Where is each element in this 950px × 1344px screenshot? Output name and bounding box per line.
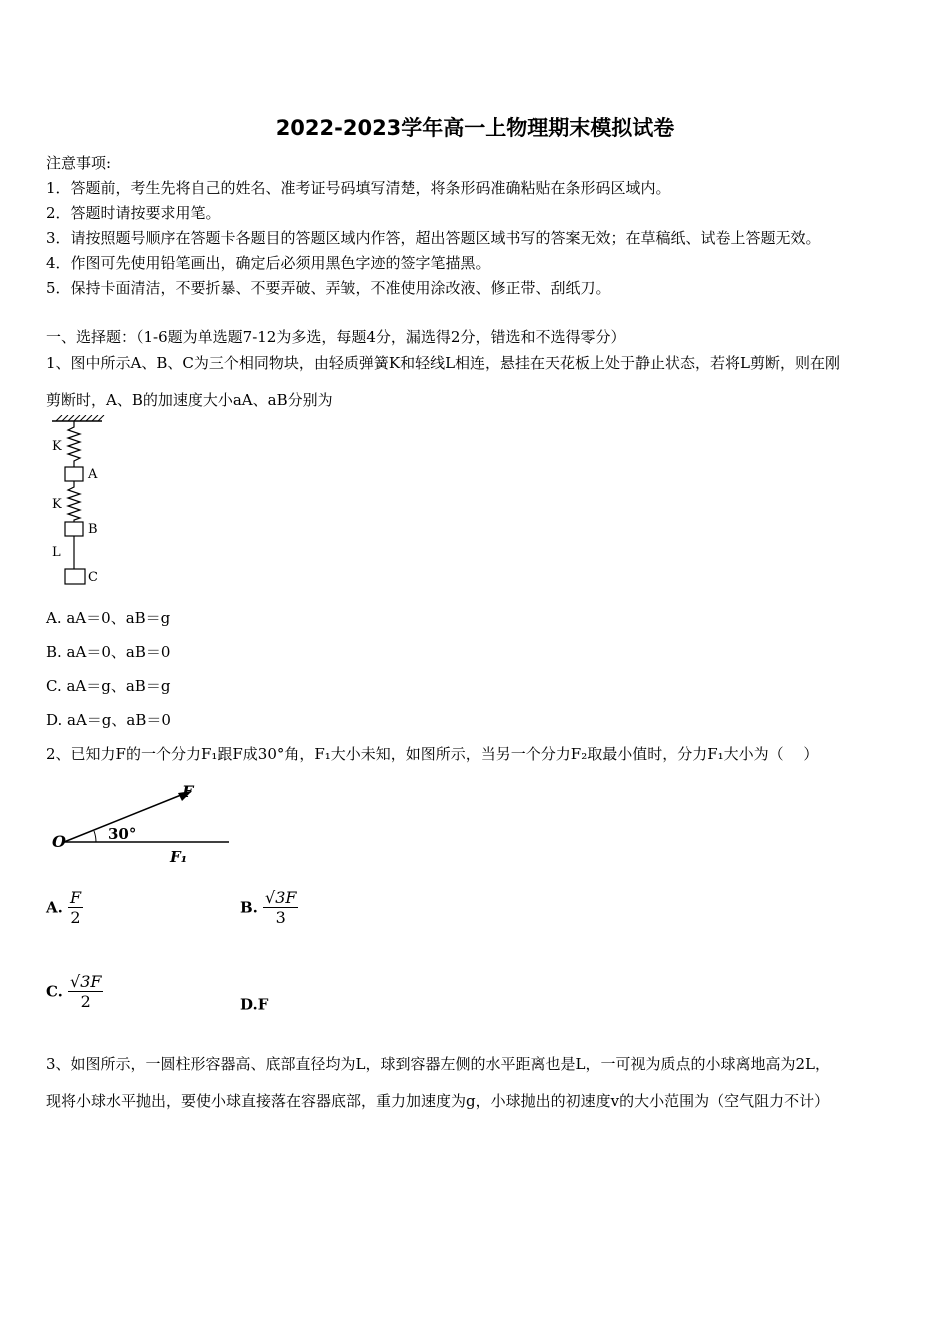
question-2-text: 2、已知力F的一个分力F₁跟F成30°角，F₁大小未知，如图所示，当另一个分力F₂取最小值时，分力F₁大小为（ ） xyxy=(46,745,819,763)
spring-block-figure xyxy=(46,415,126,590)
question-2-option-c: C. $\frac{√3F}{2}$ xyxy=(46,972,102,1011)
force-f-label: F xyxy=(182,782,194,801)
block-a-label: A xyxy=(88,467,98,482)
block-b-label: B xyxy=(88,522,98,537)
section-heading: 一、选择题：（1-6题为单选题7-12为多选，每题4分，漏选得2分，错选和不选得零分） xyxy=(46,328,626,346)
question-1-line2: 剪断时，A、B的加速度大小aA、aB分别为 xyxy=(46,391,333,409)
question-1-option-d: D. aA＝g、aB＝0 xyxy=(46,711,171,729)
question-1-option-c: C. aA＝g、aB＝g xyxy=(46,677,171,695)
question-1-line1: 1、图中所示A、B、C为三个相同物块，由轻质弹簧K和轻线L相连，悬挂在天花板上处于静止状态，若将L剪断，则在刚 xyxy=(46,354,841,372)
notice-item: 2．答题时请按要求用笔。 xyxy=(46,204,221,222)
question-1-option-b: B. aA＝0、aB＝0 xyxy=(46,643,171,661)
question-3-line2: 现将小球水平抛出，要使小球直接落在容器底部，重力加速度为g，小球抛出的初速度v的大小范围为（空气阻力不计） xyxy=(46,1092,830,1110)
force-f1-label: F₁ xyxy=(170,848,188,866)
notice-item: 5．保持卡面清洁，不要折暴、不要弄破、弄皱，不准使用涂改液、修正带、刮纸刀。 xyxy=(46,279,611,297)
spring-k2-label: K xyxy=(52,497,62,512)
question-2-option-a: A. $\frac{F}{2}$ xyxy=(46,888,82,927)
notice-item: 1．答题前，考生先将自己的姓名、准考证号码填写清楚，将条形码准确粘贴在条形码区域内。 xyxy=(46,179,671,197)
question-2-option-b: B. $\frac{√3F}{3}$ xyxy=(240,888,297,927)
notice-item: 4．作图可先使用铅笔画出，确定后必须用黑色字迹的签字笔描黑。 xyxy=(46,254,491,272)
spring-k1-label: K xyxy=(52,439,62,454)
line-l-label: L xyxy=(52,545,61,560)
question-1-option-a: A. aA＝0、aB＝g xyxy=(46,609,171,627)
angle-label: 30° xyxy=(108,825,137,843)
force-diagram xyxy=(46,780,246,870)
origin-label: O xyxy=(52,832,66,851)
page-title: 2022-2023学年高一上物理期末模拟试卷 xyxy=(275,116,675,140)
notice-heading: 注意事项: xyxy=(46,154,112,172)
question-3-line1: 3、如图所示，一圆柱形容器高、底部直径均为L，球到容器左侧的水平距离也是L，一可视为质点的小球离地高为2L， xyxy=(46,1055,830,1073)
block-c-label: C xyxy=(88,570,98,585)
notice-item: 3．请按照题号顺序在答题卡各题目的答题区域内作答，超出答题区域书写的答案无效；在草稿纸、试卷上答题无效。 xyxy=(46,229,821,247)
question-2-option-d: D.F xyxy=(240,995,269,1014)
